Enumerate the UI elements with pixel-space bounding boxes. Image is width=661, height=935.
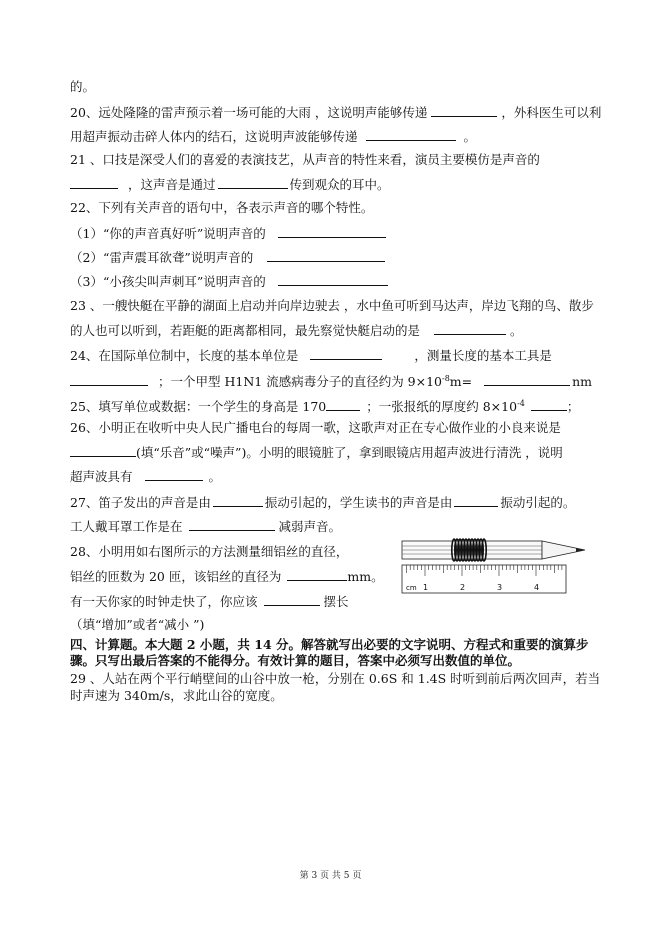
question-23-line-2: 的人也可以听到，若距艇的距离都相同，最先察觉快艇启动的是 。	[70, 323, 523, 338]
question-26-line-2: (填“乐音”或“噪声”)。小明的眼镜脏了，拿到眼镜店用超声波进行清洗 ，说明	[70, 444, 563, 461]
answer-blank[interactable]	[278, 273, 388, 286]
question-22-1: （1）“你的声音真好听”说明声音的	[70, 225, 386, 242]
wire-measurement-figure	[400, 527, 592, 599]
answer-blank[interactable]	[484, 373, 570, 386]
ruler	[402, 565, 566, 593]
answer-blank[interactable]	[434, 322, 506, 335]
question-28-line-3: 有一天你家的时钟走快了，你应该 摆长	[70, 594, 349, 609]
question-21-line-2: ，这声音是通过 传到观众的耳中。	[70, 176, 390, 193]
section-4-line-2: 骤。只写出最后答案的不能得分。有效计算的题目，答案中必须写出数值的单位。	[70, 653, 521, 668]
question-28-line-4: （填“增加”或者“减小 ”)	[70, 617, 205, 632]
answer-blank[interactable]	[218, 176, 288, 189]
question-22: 22、下列有关声音的语句中，各表示声音的哪个特性。	[70, 200, 374, 215]
answer-blank[interactable]	[310, 347, 382, 360]
question-22-3: （3）“小孩尖叫声刺耳”说明声音的	[70, 273, 388, 290]
question-28-line-1: 28、小明用如右图所示的方法测量细铝丝的直径，	[70, 544, 349, 559]
answer-blank[interactable]	[326, 398, 360, 411]
answer-blank[interactable]	[213, 494, 263, 507]
answer-blank[interactable]	[454, 494, 498, 507]
question-20-line-2: 用超声振动击碎人体内的结石，这说明声波能够传递 。	[70, 129, 477, 144]
answer-blank[interactable]	[264, 593, 320, 606]
answer-blank[interactable]	[431, 104, 497, 117]
answer-blank[interactable]	[278, 225, 386, 238]
question-26-line-1: 26、小明正在收听中央人民广播电台的每周一歌，这歌声对正在专心做作业的小良来说是	[70, 420, 561, 435]
question-27-line-1: 27、笛子发出的声音是由 振动引起的，学生读书的声音是由 振动引起的。	[70, 495, 576, 510]
answer-blank[interactable]	[145, 468, 203, 481]
question-26-line-3: 超声波具有 。	[70, 469, 222, 484]
answer-blank[interactable]	[189, 518, 275, 531]
question-29-line-2: 时声速为 340m/s，求此山谷的宽度。	[70, 688, 283, 703]
answer-blank[interactable]	[267, 249, 385, 262]
question-24-line-2: ；一个甲型 H1N1 流感病毒分子的直径约为 $9\times 10^{-8}m=$ nm	[70, 371, 592, 390]
section-4-line-1: 四、计算题。本大题 2 小题，共 14 分。解答就写出必要的文字说明、方程式和重要的演算步	[70, 637, 589, 652]
question-25: 25、填写单位或数据：一个学生的身高是 170 ；一张报纸的厚度约 $8\times 10^{-4}$ ；	[70, 399, 580, 415]
pencil	[402, 541, 585, 559]
answer-blank[interactable]	[366, 128, 456, 141]
question-24-line-1: 24、在国际单位制中，长度的基本单位是 ，测量长度的基本工具是	[70, 348, 552, 363]
question-27-line-2: 工人戴耳罩工作是在 减弱声音。	[70, 519, 342, 534]
question-20-line-1: 20、远处隆隆的雷声预示着一场可能的大雨 ，这说明声能够传递 ，外科医生可以利	[70, 105, 602, 120]
ruler-tick-label-2: 2	[460, 583, 466, 592]
question-22-2: （2）“雷声震耳欲聋”说明声音的	[70, 249, 385, 266]
question-23-line-1: 23 、一艘快艇在平静的湖面上启动并向岸边驶去 ，水中鱼可听到马达声，岸边飞翔的鸟、散步	[70, 298, 594, 313]
answer-blank[interactable]	[70, 373, 148, 386]
question-21-line-1: 21 、口技是深受人们的喜爱的表演技艺，从声音的特性来看，演员主要模仿是声音的	[70, 152, 540, 167]
answer-blank[interactable]	[287, 568, 347, 581]
ruler-tick-label-3: 3	[497, 583, 503, 592]
ruler-unit-label: cm	[406, 584, 417, 592]
question-29-line-1: 29 、人站在两个平行峭壁间的山谷中放一枪，分别在 0.6S 和 1.4S 时听到前后两次回声，若当	[70, 671, 601, 686]
question-28-line-2: 铝丝的匝数为 20 匝，该铝丝的直径为 mm。	[70, 569, 384, 584]
answer-blank[interactable]	[70, 176, 118, 189]
ruler-tick-label-1: 1	[423, 583, 429, 592]
line-0: 的。	[70, 79, 96, 94]
page-footer: 第 3 页 共 5 页	[299, 871, 362, 881]
answer-blank[interactable]	[70, 444, 136, 457]
answer-blank[interactable]	[531, 398, 567, 411]
ruler-tick-label-4: 4	[534, 583, 540, 592]
